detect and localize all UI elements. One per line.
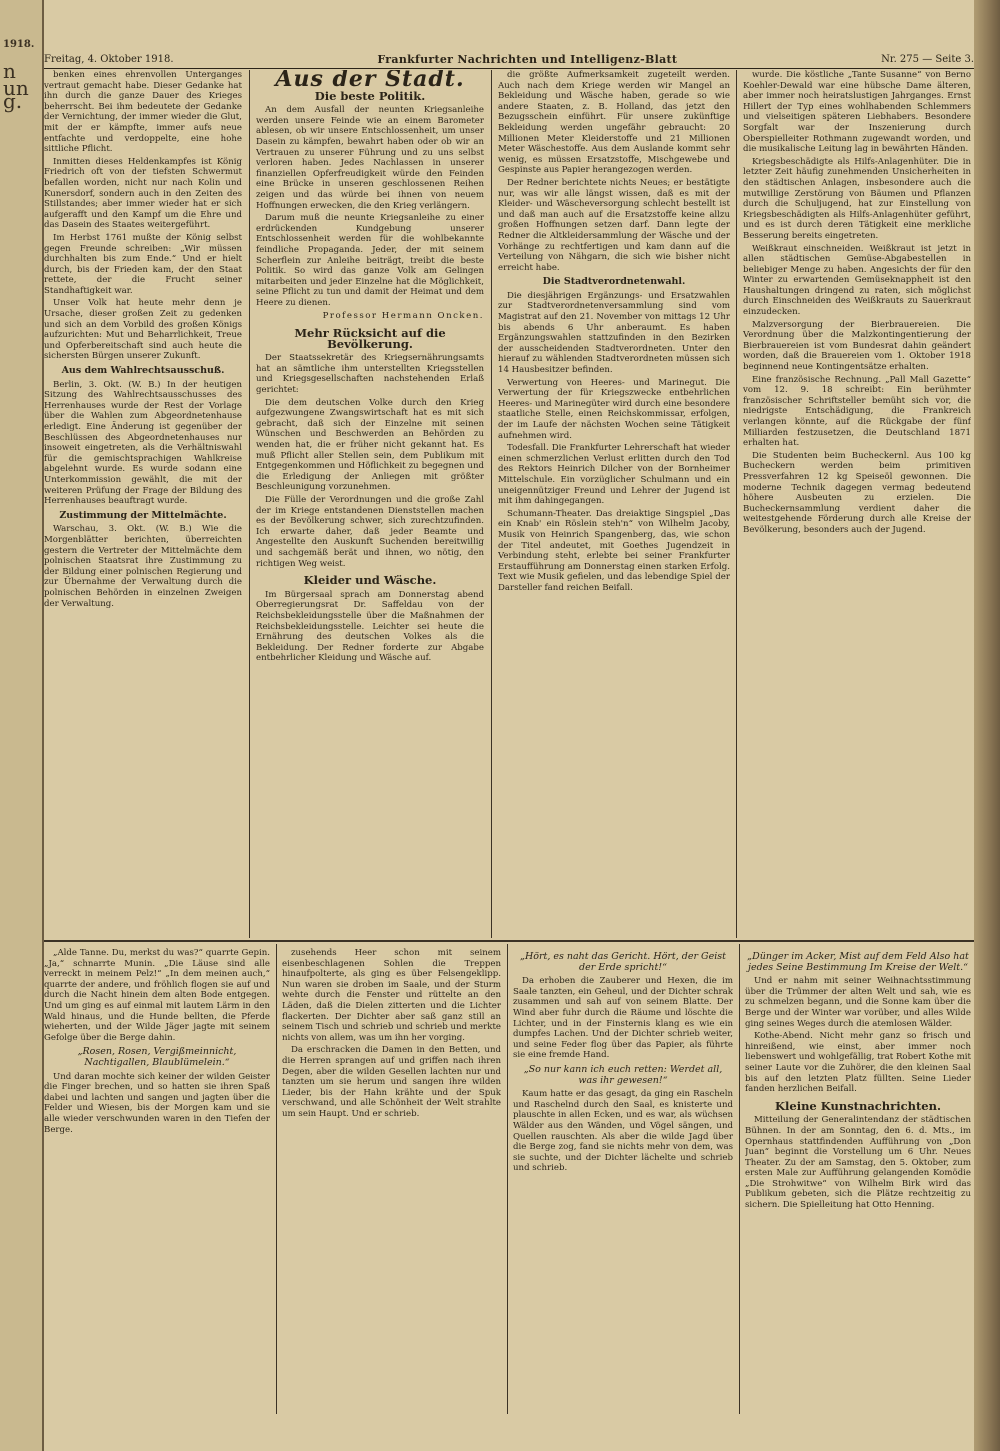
article-paragraph: Eine französische Rechnung. „Pall Mall Gazette“ vom 12. 9. 18 schreibt: Ein berühmter französischer Schriftsteller bemüht sich vor, die niedrigste Entschädigung, die Frankreich verlangen könnte, auf die Rückgabe der fünf Milliarden festzusetzen, die Deutschland 1871 erhalten hat.: [743, 374, 971, 449]
masthead: Frankfurter Nachrichten und Intelligenz-Blatt: [377, 52, 678, 66]
article-paragraph: Im Bürgersaal sprach am Donnerstag abend Oberregierungsrat Dr. Saffeldau von der Reichsbekleidungsstelle über die Maßnahmen der Reichsbekleidungsstelle. Leichter sei heute die Ernährung des deutschen Volkes als die Bekleidung. Der Redner forderte zur Abgabe entbehrlicher Kleidung und Wäsche auf.: [256, 589, 484, 664]
feuilleton-column-3: [513, 948, 733, 1414]
article-paragraph: Der Staatssekretär des Kriegsernährungsamts hat an sämtliche ihm unterstellten Kriegsstellen und Kriegsgesellschaften nachstehenden Erlaß gerichtet:: [256, 353, 484, 396]
header-date: Freitag, 4. Oktober 1918.: [44, 53, 174, 65]
article-paragraph: Weißkraut einschneiden. Weißkraut ist jetzt in allen städtischen Gemüse-Abgabestellen in beliebiger Menge zu haben. Angesichts der für den Winter zu erwartenden Gemüseknappheit ist den Haushaltungen dringend zu raten, sich möglichst durch Einschneiden des Weißkrauts zu Sauerkraut einzudecken.: [743, 243, 971, 318]
page-columns: [44, 70, 974, 1420]
story-paragraph: Und daran mochte sich keiner der wilden Geister die Finger brechen, und so hatten sie ihren Spaß dabei und lachten und sangen und jagten über die Felder und Wiesen, bis der Morgen kam und sie alle wieder verschwunden waren in den Tiefen der Berge.: [44, 1071, 270, 1135]
article-paragraph: Im Herbst 1761 mußte der König selbst gegen Freunde schreiben: „Wir müssen durchhalten bis zum Ende.“ Und er hielt durch, bis der Frieden kam, der den Staat rettete, der die Frucht seiner Standhaftigkeit war.: [44, 232, 242, 296]
author-byline: Professor Hermann Oncken.: [322, 311, 484, 322]
article-paragraph: Die dem deutschen Volke durch den Krieg aufgezwungene Zwangswirtschaft hat es mit sich gebracht, daß sich der Einzelne mit seinen Wünschen und Beschwerden an Behörden zu wenden hat, die er früher nicht gekannt hat. Es muß Pflicht aller Stellen sein, dem Publikum mit Entgegenkommen und Höflichkeit zu begegnen und die Erledigung der Anliegen mit größter Beschleunigung vorzunehmen.: [256, 397, 484, 493]
column-rule: [507, 944, 508, 1414]
column-rule: [249, 70, 250, 938]
article-paragraph: Die Fülle der Verordnungen und die große Zahl der im Kriege entstandenen Dienststellen machen es der Bevölkerung schwer, sich zurechtzufinden. Ich erwarte daher, daß jeder Beamte und Angestellte den Auskunft Suchenden bereitwillig und sachgemäß berät und ihnen, wo nötig, den richtigen Weg weist.: [256, 494, 484, 569]
page-binding-edge: [974, 0, 1000, 1451]
story-paragraph: Da erschracken die Damen in den Betten, und die Herren sprangen auf und griffen nach ihren Degen, aber die wilden Gesellen lachten nur und tanzten um sie herum und sangen ihre wilden Lieder, bis der Hahn krähte und der Spuk verschwand, und alle Schönheit der Welt strahlte um sein Haupt. Und er schrieb.: [282, 1045, 501, 1119]
section-title: Aus der Stadt.: [275, 70, 465, 92]
header-page-number: Nr. 275 — Seite 3.: [881, 53, 974, 65]
story-paragraph: Kaum hatte er das gesagt, da ging ein Rascheln und Raschelnd durch den Saal, es knisterte und plauschte in allen Ecken, und es war, als wüchsen Wälder aus den Wänden, und Vögel sängen, und Quellen rauschten. Als aber die wilde Jagd über die Berge zog, fand sie nichts mehr von dem, was sie suchte, und der Dichter lächelte und schrieb und schrieb.: [513, 1089, 733, 1174]
story-paragraph: „Alde Tanne. Du, merkst du was?“ quarrte Gepin. „Ja,“ schnarrte Munin. „Die Läuse sind alle verreckt in meinem Pelz!“ „In dem meinen auch,“ quarrte der andere, und fröhlich flogen sie auf und durch die Nacht hinein dem alten Bode entgegen. Und um ging es auf einmal mit lautem Lärm in den Wald hinaus, und die Hunde bellten, die Pferde wieherten, und der Wilde Jäger jagte mit seinem Gefolge über die Berge dahin.: [44, 948, 270, 1043]
article-paragraph: Schumann-Theater. Das dreiaktige Singspiel „Das ein Knab' ein Röslein steh'n“ von Wilhelm Jacoby, Musik von Heinrich Spangenberg, das, wie schon der Titel andeutet, mit Goethes Jugendzeit in Verbindung steht, erlebte bei seiner Frankfurter Erstaufführung am Donnerstag einen starken Erfolg. Text wie Musik gefielen, und das lebendige Spiel der Darsteller fand reichen Beifall.: [498, 508, 730, 593]
article-paragraph: An dem Ausfall der neunten Kriegsanleihe werden unsere Feinde wie an einem Barometer ablesen, ob wir unsere Entschlossenheit, um unser Dasein zu kämpfen, bewahrt haben oder ob wir an Vertrauen zu unserer Führung und zu uns selbst verloren haben. Jedes Nachlassen in unserer finanziellen Opferfreudigkeit würde den Feinden eine Brücke in unseren geschlossenen Reihen zeigen und das würde bei ihnen von neuem Hoffnungen erwecken, die den Krieg verlängern.: [256, 105, 484, 211]
edge-fragment-a: n: [3, 59, 16, 83]
feuilleton-column-2: [282, 948, 501, 1414]
column-rule: [491, 70, 492, 938]
column-1: [44, 70, 242, 936]
verse: „So nur kann ich euch retten: Werdet all, was ihr gewesen!“: [523, 1063, 723, 1086]
article-paragraph: Todesfall. Die Frankfurter Lehrerschaft hat wieder einen schmerzlichen Verlust erlitten durch den Tod des Rektors Heinrich Dilcher von der Bornheimer Mittelschule. Ein vorzüglicher Schulmann und ein uneigennütziger Freund und Lehrer der Jugend ist mit ihm dahingegangen.: [498, 443, 730, 507]
section-rule: [44, 940, 974, 942]
verse: „Rosen, Rosen, Vergißmeinnicht, Nachtigallen, Blaublümelein.“: [77, 1046, 237, 1068]
column-4: [743, 70, 971, 936]
headline-stadtverordnetenwahl: Die Stadtverordnetenwahl.: [542, 276, 686, 288]
headline-kunstnachrichten: Kleine Kunstnachrichten.: [775, 1098, 941, 1113]
adjacent-page-edge: [0, 0, 44, 1451]
article-paragraph: benken eines ehrenvollen Unterganges vertraut gemacht habe. Dieser Gedanke hat ihn durch die ganze Dauer des Krieges beherrscht. Bei ihm bedeutete der Gedanke der Vernichtung, der immer wieder die Glut, mit der er kämpfte, immer aufs neue entfachte und verdoppelte, eine hohe sittliche Pflicht.: [44, 70, 242, 155]
story-paragraph: Mitteilung der Generalintendanz der städtischen Bühnen. In der am Sonntag, den 6. d. Mts., im Opernhaus stattfindenden Aufführung von „Don Juan“ beginnt die Vorstellung um 6 Uhr. Neues Theater. Zu der am Samstag, den 5. Oktober, zum ersten Male zur Aufführung gelangenden Komödie „Die Strohwitwe“ von Wilhelm Birk wird das Publikum gebeten, sich die Plätze rechtzeitig zu sichern. Die Spielleitung hat Otto Henning.: [745, 1115, 971, 1211]
article-paragraph: Die diesjährigen Ergänzungs- und Ersatzwahlen zur Stadtverordnetenversammlung sind vom Magistrat auf den 21. November von mittags 12 Uhr bis abends 6 Uhr anberaumt. Es haben Ergänzungswahlen stattzufinden in den Bezirken der ausscheidenden Stadtverordneten. Unter den hierauf zu wählenden Stadtverordneten müssen sich 14 Hausbesitzer befinden.: [498, 290, 730, 376]
article-paragraph: Kriegsbeschädigte als Hilfs-Anlagenhüter. Die in letzter Zeit häufig zunehmenden Unsicherheiten in den städtischen Anlagen, insbesondere auch die mutwillige Zerstörung von Bäumen und Pflanzen durch die Schuljugend, hat zur Einstellung von Kriegsbeschädigten als Hilfs-Anlagenhüter geführt, und es ist durch deren Tätigkeit eine merkliche Besserung bereits eingetreten.: [743, 156, 971, 241]
edge-fragment-b: ung.: [3, 76, 29, 113]
story-paragraph: Da erhoben die Zauberer und Hexen, die im Saale tanzten, ein Geheul, und der Dichter schrak zusammen und sah auf von seinem Blatte. Der Wind aber fuhr durch die Räume und löschte die Lichter, und in der Finsternis klang es wie ein dumpfes Lachen. Und der Dichter schrieb weiter, und seine Feder flog über das Papier, als führte sie eine fremde Hand.: [513, 976, 733, 1061]
edge-year: 1918.: [3, 39, 35, 50]
story-paragraph: Kothe-Abend. Nicht mehr ganz so frisch und hinreißend, wie einst, aber immer noch liebenswert und wohlgefällig, trat Robert Kothe mit seiner Laute vor die Zuhörer, die den kleinen Saal bis auf den letzten Platz füllten. Seine Lieder fanden herzlichen Beifall.: [745, 1031, 971, 1095]
column-rule: [736, 70, 737, 938]
article-paragraph: Unser Volk hat heute mehr denn je Ursache, dieser großen Zeit zu gedenken und sich an dem Vorbild des großen Königs aufzurichten: Mut und Beharrlichkeit, Treue und Opferbereitschaft sind auch heute die sichersten Bürgen unserer Zukunft.: [44, 298, 242, 362]
verse: „Dünger im Acker, Mist auf dem Feld Also hat jedes Seine Bestimmung Im Kreise der Welt.“: [747, 951, 969, 973]
feuilleton-column-1: [44, 948, 270, 1414]
headline-ruecksicht: Mehr Rücksicht auf die Bevölkerung.: [294, 326, 446, 351]
article-paragraph: wurde. Die köstliche „Tante Susanne“ von Berno Koehler-Dewald war eine hübsche Dame älteren, aber immer noch heiratslustigen Jahrganges. Ernst Hillert der Typ eines wohlhabenden Schlemmers und vielseitigen späteren Liebhabers. Besondere Sorgfalt war der Inszenierung durch Oberspielleiter Rothmann zugewandt worden, und die musikalische Leitung lag in bewährten Händen.: [743, 70, 971, 155]
article-paragraph: Verwertung von Heeres- und Marinegut. Die Verwertung der für Kriegszwecke entbehrlichen Heeres- und Marinegüter wird durch eine besondere staatliche Stelle, einen Reichskommissar, erfolgen, der im Laufe der nächsten Wochen seine Tätigkeit aufnehmen wird.: [498, 377, 730, 441]
headline-zustimmung: Zustimmung der Mittelmächte.: [59, 509, 227, 521]
story-paragraph: zusehends Heer schon mit seinem eisenbeschlagenen Sohlen die Treppen hinaufpolterte, als ging es über Felsengeklipp. Nun waren sie droben im Saale, und der Sturm wehte durch die Fenster und rüttelte an den Läden, daß die Dielen zitterten und die Lichter flackerten. Der Dichter aber saß ganz still an seinem Tisch und schrieb und schrieb und merkte nichts von allem, was um ihn her vorging.: [282, 948, 501, 1043]
headline-politik: Die beste Politik.: [314, 88, 426, 103]
column-rule: [276, 944, 277, 1414]
article-paragraph: Darum muß die neunte Kriegsanleihe zu einer erdrückenden Kundgebung unserer Entschlossenheit werden für die wohlbekannte feindliche Propaganda. Jeder, der mit seinem Scherflein zur Anleihe beiträgt, treibt die beste Politik. So wird das ganze Volk am Gelingen mitarbeiten und jeder Einzelne hat die Möglichkeit, seine Pflicht zu tun und damit der Heimat und dem Heere zu dienen.: [256, 213, 484, 308]
page-header: [44, 52, 974, 69]
story-paragraph: Und er nahm mit seiner Weihnachtsstimmung über die Trümmer der alten Welt und sah, wie es zu schmelzen begann, und die Sonne kam über die Berge und der Winter war vorüber, und alles Wilde ging seines Weges durch die atemlosen Wälder.: [745, 976, 971, 1029]
headline-wahlrecht: Aus dem Wahlrechtsausschuß.: [61, 365, 225, 377]
article-paragraph: Inmitten dieses Heldenkampfes ist König Friedrich oft von der tiefsten Schwermut befallen worden, nicht nur nach Kolin und Kunersdorf, sondern auch in den Zeiten des Stillstandes; aber immer wieder hat er sich aufgerafft und den Kampf um die Ehre und das Dasein des Staates weitergeführt.: [44, 156, 242, 231]
column-rule: [739, 944, 740, 1414]
column-2: [256, 70, 484, 936]
feuilleton-column-4: [745, 948, 971, 1414]
article-paragraph: Der Redner berichtete nichts Neues; er bestätigte nur, was wir alle längst wissen, daß es mit der Kleider- und Wäscheversorgung schlecht bestellt ist und daß man auch auf die Ersatzstoffe keine allzu großen Hoffnungen setzen darf. Dann legte der Redner die Altkleidersammlung der Wäsche und der Vorhänge zu rechtfertigen und kam dann auf die Verteilung von Nähgarn, die sich wie bisher nicht erreicht habe.: [498, 177, 730, 273]
article-paragraph: Berlin, 3. Okt. (W. B.) In der heutigen Sitzung des Wahlrechtsausschusses des Herrenhauses wurde der Rest der Vorlage über die Wahlen zum Abgeordnetenhause erledigt. Eine Änderung ist gegenüber der Beschlüssen des Abgeordnetenhauses nur insoweit eingetreten, als die Verhältniswahl für die gemischtsprachigen Wahlkreise abgelehnt wurde. Es wurde sodann eine Unterkommission gewählt, die mit der weiteren Prüfung der Frage der Bildung des Herrenhauses beauftragt wurde.: [44, 379, 242, 507]
article-paragraph: Warschau, 3. Okt. (W. B.) Wie die Morgenblätter berichten, überreichten gestern die Vertreter der Mittelmächte dem polnischen Staatsrat ihre Zustimmung zu der Bildung einer polnischen Regierung und zur Übernahme der Verwaltung durch die polnischen Behörden in einzelnen Zweigen der Verwaltung.: [44, 524, 242, 609]
article-paragraph: Malzversorgung der Bierbrauereien. Die Verordnung über die Malzkontingentierung der Bierbrauereien ist vom Bundesrat dahin geändert worden, daß die Brauereien vom 1. Oktober 1918 beginnend neue Kontingentsätze erhalten.: [743, 319, 971, 373]
verse: „Hört, es naht das Gericht. Hört, der Geist der Erde spricht!“: [520, 951, 726, 973]
article-paragraph: Die Studenten beim Bucheckernl. Aus 100 kg Bucheckern werden beim primitiven Pressverfahren 12 kg Speiseöl gewonnen. Die moderne Technik dagegen vermag bedeutend höhere Ausbeuten zu erzielen. Die Bucheckernsammlung verdient daher die weitestgehende Förderung durch alle Kreise der Bevölkerung, besonders auch der Jugend.: [743, 450, 971, 535]
headline-kleider: Kleider und Wäsche.: [303, 573, 437, 588]
article-paragraph: die größte Aufmerksamkeit zugeteilt werden. Auch nach dem Kriege werden wir Mangel an Bekleidung und Wäsche haben, gerade so wie andere Staaten, z. B. Holland, das jetzt den Bezugsschein einführt. Für unsere zukünftige Bekleidung werden ungefähr gebraucht: 20 Millionen Meter Kleiderstoffe und 21 Millionen Meter Wäschestoffe. Aus dem Auslande kommt sehr wenig, es müssen Ersatzstoffe, Mischgewebe und Gespinste aus Papier herangezogen werden.: [498, 70, 730, 176]
column-3: [498, 70, 730, 936]
